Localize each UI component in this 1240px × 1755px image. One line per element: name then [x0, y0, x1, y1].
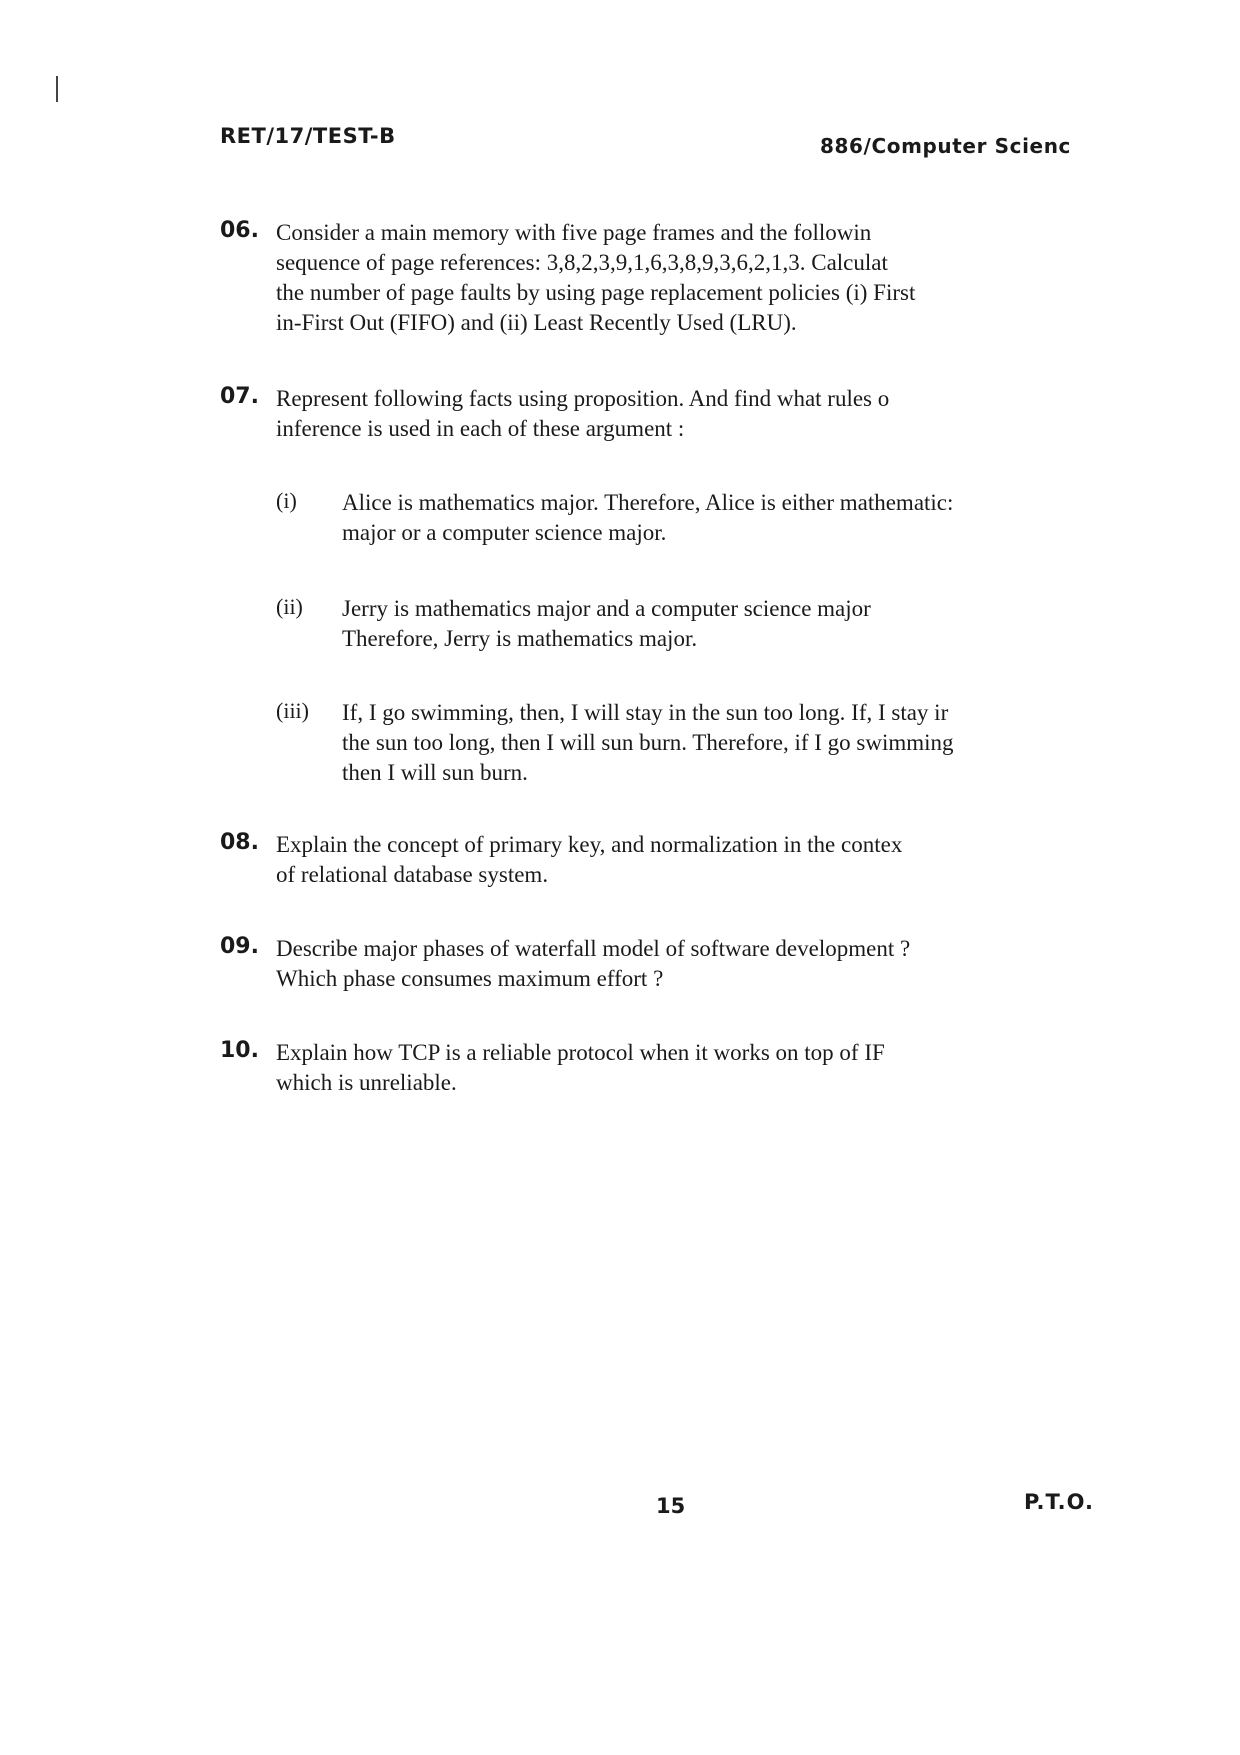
question-number: 10.	[220, 1038, 259, 1063]
subpart-text	[342, 594, 1102, 654]
question-line: Explain the concept of primary key, and normalization in the contex	[276, 832, 903, 857]
subpart-line: Jerry is mathematics major and a computer science major	[342, 596, 871, 621]
subpart-line: Alice is mathematics major. Therefore, Alice is either mathematic:	[342, 490, 954, 515]
question-line: inference is used in each of these argument :	[276, 416, 685, 441]
subpart-label: (iii)	[276, 698, 309, 723]
subpart-line: Therefore, Jerry is mathematics major.	[342, 626, 698, 651]
subpart-line: major or a computer science major.	[342, 520, 667, 545]
question-line: in-First Out (FIFO) and (ii) Least Recently Used (LRU).	[276, 310, 797, 335]
subpart-line: the sun too long, then I will sun burn. Therefore, if I go swimming	[342, 730, 954, 755]
question-text	[276, 830, 1110, 890]
question-text	[276, 1038, 1110, 1098]
subpart-line: then I will sun burn.	[342, 760, 528, 785]
question-line: Describe major phases of waterfall model of software development ?	[276, 936, 911, 961]
question-text	[276, 384, 1110, 444]
subpart-line: If, I go swimming, then, I will stay in the sun too long. If, I stay ir	[342, 700, 949, 725]
question-line: Consider a main memory with five page frames and the followin	[276, 220, 872, 245]
page-number: 15	[656, 1494, 686, 1518]
subpart-label: (ii)	[276, 594, 303, 619]
question-number: 07.	[220, 384, 259, 409]
subpart-text	[342, 488, 1102, 548]
question-line: of relational database system.	[276, 862, 549, 887]
subject-code: 886/Computer Scienc	[820, 134, 1071, 158]
question-number: 06.	[220, 218, 259, 243]
margin-mark	[56, 76, 58, 102]
question-number: 09.	[220, 934, 259, 959]
question-line: Explain how TCP is a reliable protocol when it works on top of IF	[276, 1040, 885, 1065]
question-line: Represent following facts using proposition. And find what rules o	[276, 386, 890, 411]
paper-code: RET/17/TEST-B	[220, 124, 396, 148]
question-number: 08.	[220, 830, 259, 855]
subpart-label: (i)	[276, 488, 297, 513]
question-line: the number of page faults by using page replacement policies (i) First	[276, 280, 916, 305]
question-line: Which phase consumes maximum effort ?	[276, 966, 664, 991]
question-line: sequence of page references: 3,8,2,3,9,1,6,3,8,9,3,6,2,1,3. Calculat	[276, 250, 888, 275]
pto-label: P.T.O.	[1024, 1490, 1094, 1514]
question-text	[276, 218, 1110, 338]
subpart-text	[342, 698, 1102, 788]
question-text	[276, 934, 1110, 994]
question-line: which is unreliable.	[276, 1070, 457, 1095]
